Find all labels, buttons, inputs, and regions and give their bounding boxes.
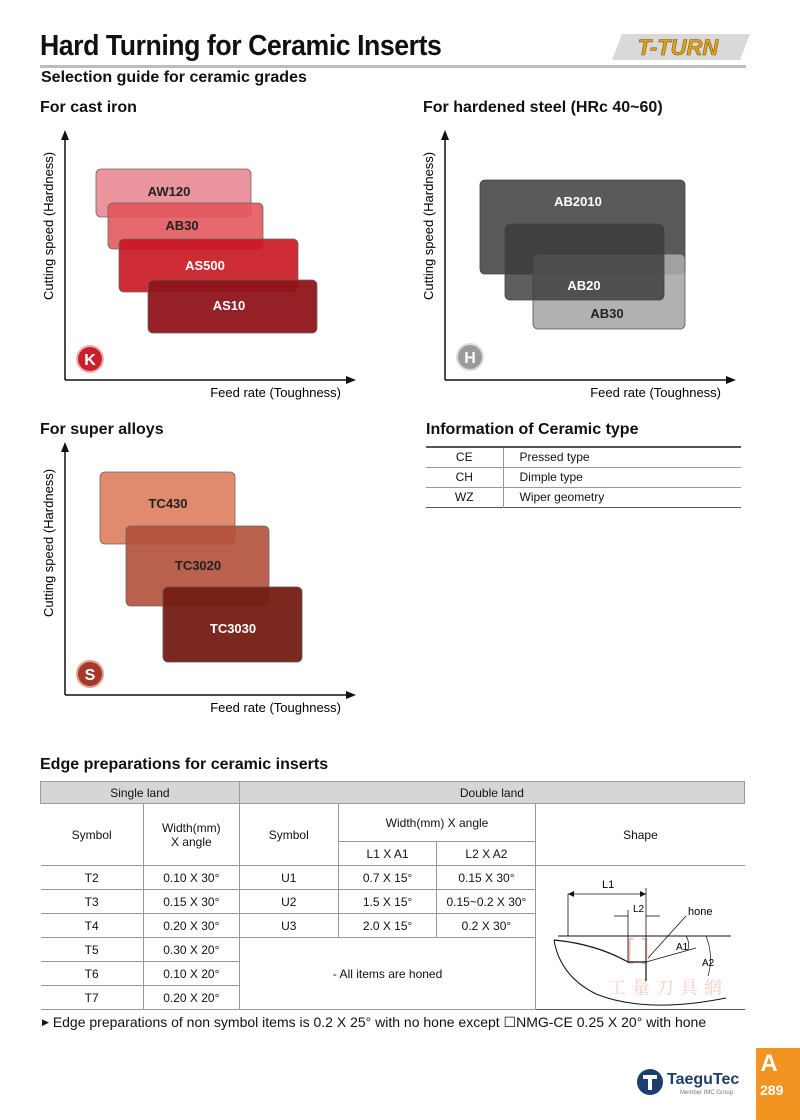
edge-prep-table [40,781,745,1010]
single-symbol: T6 [41,962,144,986]
single-value: 0.20 X 20° [143,986,239,1010]
hone-label: hone [688,906,713,918]
s-badge-letter: S [84,667,96,684]
ceramic-desc: Pressed type [503,447,741,467]
k-badge-letter: K [84,352,96,369]
double-l1a1: 2.0 X 15° [338,914,437,938]
footnote [42,1014,706,1031]
grade-label-aw120: AW120 [147,184,191,199]
double-l2a2: 0.2 X 30° [437,914,536,938]
a1-label: A1 [676,942,689,953]
double-l2a2: 0.15~0.2 X 30° [437,890,536,914]
grade-label-as500: AS500 [185,258,225,273]
single-symbol: T7 [41,986,144,1010]
footnote-text: Edge preparations of non symbol items is 0.2 X 25° with no hone except ☐NMG-CE 0.25 X 20° with hone [52,1014,707,1030]
grade-label-tc430: TC430 [148,496,188,511]
page-number: 289 [760,1082,784,1098]
double-l2a2: 0.15 X 30° [437,866,536,890]
ceramic-type-table [426,446,741,508]
ceramic-desc: Wiper geometry [503,487,741,507]
grade-label-ab2010: AB2010 [554,194,602,209]
brand-name: TaeguTec [667,1071,740,1088]
watermark-text: 工量刀具網 [608,978,729,998]
double-symbol: U2 [239,890,338,914]
col-shape: Shape [536,804,745,866]
grade-label-ab30-steel: AB30 [590,306,624,321]
table-row [426,467,741,487]
grade-label-as10: AS10 [212,298,246,313]
col-width-double: Width(mm) X angle [338,804,536,842]
cast-iron-heading: For cast iron [40,99,137,116]
col-symbol-single: Symbol [41,804,144,866]
l2-label: L2 [633,904,645,915]
y-axis-title: Cutting speed (Hardness) [41,468,56,617]
x-axis-title: Feed rate (Toughness) [210,700,341,715]
single-symbol: T4 [41,914,144,938]
grade-label-ab20: AB20 [567,278,601,293]
honed-note: - All items are honed [239,938,536,1010]
single-value: 0.30 X 20° [143,938,239,962]
ceramic-info-heading: Information of Ceramic type [426,421,639,438]
col-symbol-double: Symbol [239,804,338,866]
watermark-mark: [ ] [626,933,650,964]
ceramic-code: CH [426,467,503,487]
t-turn-logo [612,28,750,66]
double-symbol: U3 [239,914,338,938]
grade-label-ab30: AB30 [165,218,199,233]
y-axis-title: Cutting speed (Hardness) [421,151,436,300]
table-row [41,866,745,890]
taegutec-logo-icon [636,1068,664,1096]
table-row [426,447,741,467]
col-l2a2: L2 X A2 [437,842,536,866]
h-badge-letter: H [464,350,476,367]
edge-prep-heading: Edge preparations for ceramic inserts [40,756,329,773]
logo-text: T-TURN [637,35,719,60]
double-symbol: U1 [239,866,338,890]
single-symbol: T5 [41,938,144,962]
col-l1a1: L1 X A1 [338,842,437,866]
brand-tagline: Member IMC Group [680,1090,734,1096]
single-value: 0.10 X 20° [143,962,239,986]
y-axis-title: Cutting speed (Hardness) [41,151,56,300]
hardened-steel-chart [418,128,740,400]
edge-shape-diagram [536,866,745,1006]
shape-cell [536,866,745,1010]
l1-label: L1 [602,879,615,891]
single-symbol: T3 [41,890,144,914]
double-l1a1: 1.5 X 15° [338,890,437,914]
ceramic-desc: Dimple type [503,467,741,487]
cast-iron-chart [38,128,360,400]
single-value: 0.20 X 30° [143,914,239,938]
single-value: 0.15 X 30° [143,890,239,914]
single-land-header: Single land [41,782,240,804]
double-land-header: Double land [239,782,744,804]
grade-label-tc3020: TC3020 [174,558,222,573]
x-axis-title: Feed rate (Toughness) [590,385,721,400]
page-subtitle: Selection guide for ceramic grades [41,69,307,86]
triangle-bullet-icon: ▶ [42,1017,49,1027]
hardened-steel-heading: For hardened steel (HRc 40~60) [423,99,663,116]
page-title: Hard Turning for Ceramic Inserts [40,30,442,62]
section-letter: A [760,1050,778,1077]
single-value: 0.10 X 30° [143,866,239,890]
a2-label: A2 [702,958,715,969]
col-width-single: Width(mm) X angle [143,804,239,866]
ceramic-code: CE [426,447,503,467]
double-l1a1: 0.7 X 15° [338,866,437,890]
single-symbol: T2 [41,866,144,890]
super-alloys-heading: For super alloys [40,421,164,438]
ceramic-code: WZ [426,487,503,507]
super-alloys-chart [38,440,360,718]
x-axis-title: Feed rate (Toughness) [210,385,341,400]
grade-label-tc3030: TC3030 [209,621,257,636]
table-row [426,487,741,507]
